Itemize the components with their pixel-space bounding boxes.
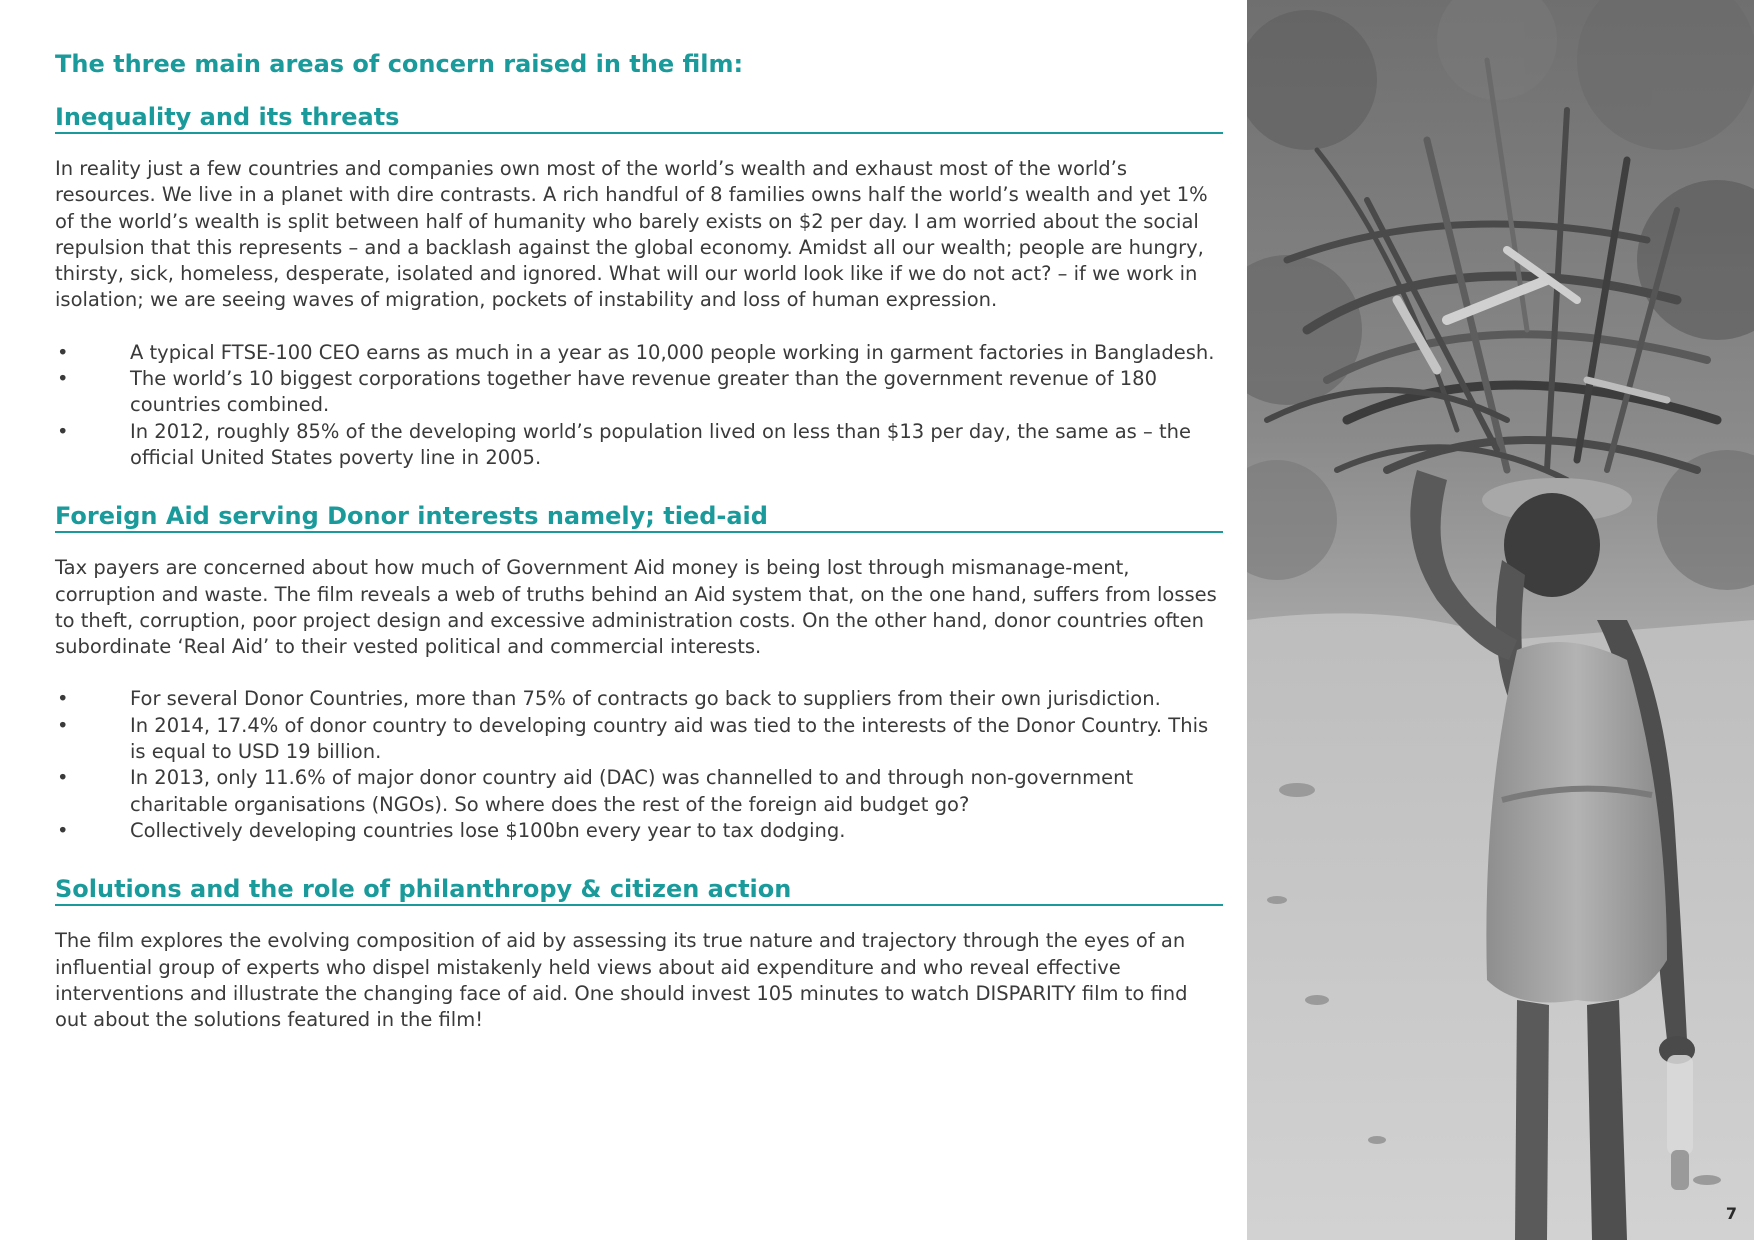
section-heading: Solutions and the role of philanthropy & citizen action bbox=[55, 874, 1223, 906]
list-item-text: Collectively developing countries lose $100bn every year to tax dodging. bbox=[130, 818, 846, 842]
list-item-text: In 2014, 17.4% of donor country to developing country aid was tied to the interests of the Donor Country. This is equal to USD 19 billion. bbox=[130, 713, 1209, 764]
photo-girl-carrying-firewood bbox=[1247, 0, 1754, 1240]
list-item bbox=[55, 340, 1223, 366]
section-inequality bbox=[55, 102, 1223, 471]
bullet-list bbox=[55, 686, 1223, 844]
list-item bbox=[55, 366, 1223, 419]
list-item bbox=[55, 818, 1223, 844]
bullet-icon: • bbox=[57, 367, 69, 391]
bullet-icon: • bbox=[57, 818, 69, 842]
section-foreign-aid bbox=[55, 501, 1223, 844]
photo-panel bbox=[1247, 0, 1754, 1240]
section-heading: Foreign Aid serving Donor interests namely; tied-aid bbox=[55, 501, 1223, 533]
section-paragraph: In reality just a few countries and companies own most of the world’s wealth and exhaust most of the world’s resources. We live in a planet with dire contrasts. A rich handful of 8 families owns half the world’s wealth and yet 1% of the world’s wealth is split between half of humanity who barely exists on $2 per day. I am worried about the social repulsion that this represents – and a backlash against the global economy. Amidst all our wealth; people are hungry, thirsty, sick, homeless, desperate, isolated and ignored. What will our world look like if we do not act? – if we work in isolation; we are seeing waves of migration, pockets of instability and loss of human expression. bbox=[55, 157, 1208, 312]
bullet-icon: • bbox=[57, 713, 69, 737]
bullet-icon: • bbox=[57, 340, 69, 364]
list-item-text: In 2012, roughly 85% of the developing world’s population lived on less than $13 per day, the same as – the official United States poverty line in 2005. bbox=[130, 419, 1191, 469]
bullet-icon: • bbox=[57, 766, 69, 790]
text-column bbox=[55, 44, 1223, 1033]
section-solutions bbox=[55, 874, 1223, 1033]
bullet-icon: • bbox=[57, 419, 69, 443]
list-item bbox=[55, 686, 1223, 712]
list-item bbox=[55, 765, 1223, 818]
list-item bbox=[55, 419, 1223, 472]
page-title: The three main areas of concern raised in the film: bbox=[55, 50, 744, 78]
page-number: 7 bbox=[1725, 1204, 1737, 1223]
section-paragraph: The film explores the evolving composition of aid by assessing its true nature and trajectory through the eyes of an influential group of experts who dispel mistakenly held views about aid expenditure and who reveal effective interventions and illustrate the changing face of aid. One should invest 105 minutes to watch DISPARITY film to find out about the solutions featured in the film! bbox=[55, 929, 1188, 1032]
list-item-text: A typical FTSE-100 CEO earns as much in a year as 10,000 people working in garment factories in Bangladesh. bbox=[130, 340, 1215, 364]
list-item-text: The world’s 10 biggest corporations together have revenue greater than the government revenue of 180 countries combined. bbox=[130, 367, 1157, 417]
section-paragraph: Tax payers are concerned about how much of Government Aid money is being lost through mismanage-ment, corruption and waste. The film reveals a web of truths behind an Aid system that, on the one hand, suffers from losses to theft, corruption, poor project design and excessive administration costs. On the other hand, donor countries often subordinate ‘Real Aid’ to their vested political and commercial interests. bbox=[55, 556, 1217, 659]
list-item-text: In 2013, only 11.6% of major donor country aid (DAC) was channelled to and through non-government charitable organisations (NGOs). So where does the rest of the foreign aid budget go? bbox=[130, 766, 1134, 816]
section-heading: Inequality and its threats bbox=[55, 102, 1223, 134]
bullet-list bbox=[55, 340, 1223, 471]
list-item-text: For several Donor Countries, more than 75% of contracts go back to suppliers from their own jurisdiction. bbox=[130, 687, 1161, 711]
bullet-icon: • bbox=[57, 687, 69, 711]
list-item bbox=[55, 713, 1223, 766]
